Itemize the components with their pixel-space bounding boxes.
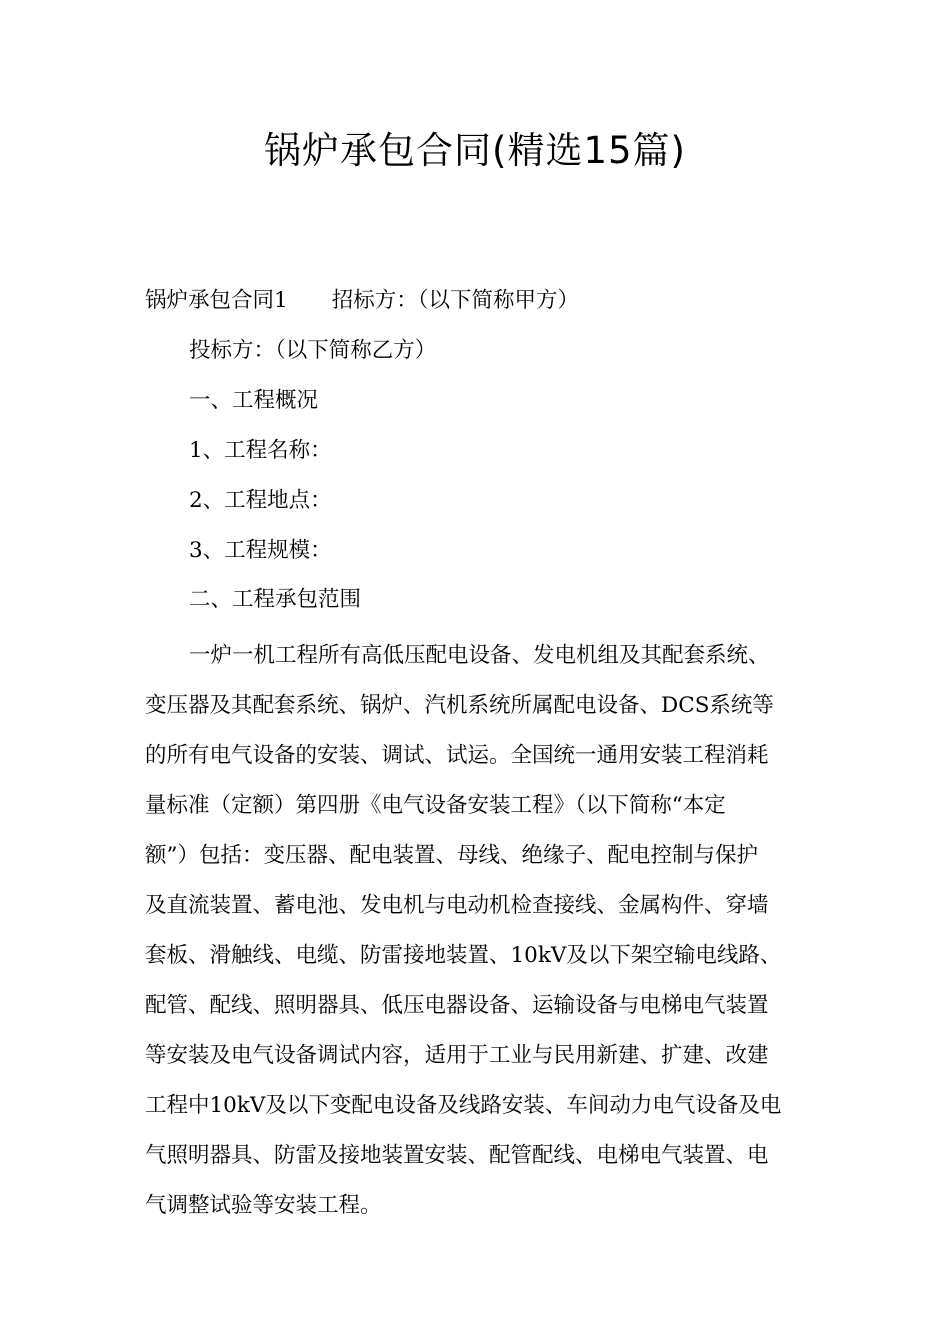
list-item-project-scale: 3、工程规模：: [189, 538, 332, 563]
paragraph-line: 一炉一机工程所有高低压配电设备、发电机组及其配套系统、: [189, 643, 770, 668]
tenderer-text: 招标方：（以下简称甲方）: [331, 288, 579, 313]
paragraph-line: 气调整试验等安装工程。: [145, 1193, 382, 1218]
document-title: 锅炉承包合同(精选15篇): [264, 129, 686, 172]
paragraph-line: 等安装及电气设备调试内容，适用于工业与民用新建、扩建、改建: [145, 1043, 769, 1068]
paragraph-line: 配管、配线、照明器具、低压电器设备、运输设备与电梯电气装置: [145, 993, 769, 1018]
bidder-text: 投标方：（以下简称乙方）: [189, 338, 437, 363]
paragraph-line: 气照明器具、防雷及接地装置安装、配管配线、电梯电气装置、电: [145, 1143, 769, 1168]
paragraph-line: 变压器及其配套系统、锅炉、汽机系统所属配电设备、DCS系统等: [145, 693, 774, 718]
paragraph-line: 及直流装置、蓄电池、发电机与电动机检查接线、金属构件、穿墙: [145, 893, 769, 918]
heading-line: [145, 286, 579, 316]
list-item-project-location: 2、工程地点：: [189, 488, 332, 513]
paragraph-line: 量标准（定额）第四册《电气设备安装工程》（以下简称“本定: [145, 793, 726, 818]
list-item-project-name: 1、工程名称：: [189, 438, 332, 463]
paragraph-line: 套板、滑触线、电缆、防雷接地装置、10kV及以下架空输电线路、: [145, 943, 782, 968]
paragraph-line: 的所有电气设备的安装、调试、试运。全国统一通用安装工程消耗: [145, 743, 769, 768]
contract-label: 锅炉承包合同1: [145, 288, 288, 313]
paragraph-line: 工程中10kV及以下变配电设备及线路安装、车间动力电气设备及电: [145, 1093, 782, 1118]
section-heading-overview: 一、工程概况: [189, 388, 319, 413]
paragraph-line: 额”）包括：变压器、配电装置、母线、绝缘子、配电控制与保护: [145, 843, 758, 868]
section-heading-scope: 二、工程承包范围: [189, 587, 362, 612]
scope-paragraph: [145, 631, 807, 1231]
